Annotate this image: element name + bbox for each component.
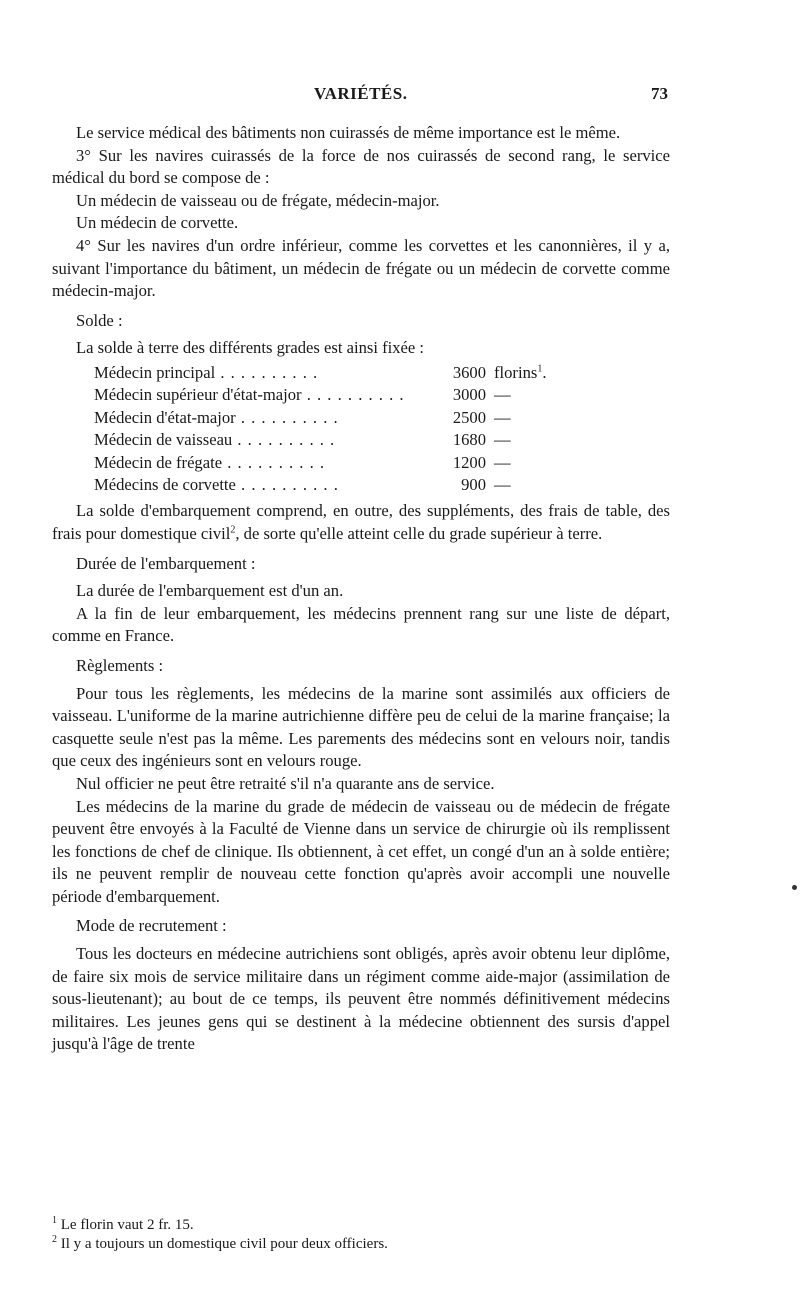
pay-grade: Médecin supérieur d'état-major [94, 385, 302, 405]
footnote [52, 1215, 670, 1235]
pay-grade: Médecin de frégate [94, 452, 223, 472]
section-heading-recrutement: Mode de recrutement : [76, 916, 227, 936]
footnote-ref: 2 [230, 524, 236, 536]
book-page [52, 0, 670, 1312]
pay-grade: Médecins de corvette [94, 474, 236, 494]
paragraph: Les médecins de la marine du grade de médecin de vaisseau ou de médecin de frégate peuvent être envoyés à la Faculté de Vienne dans un service de chirurgie où ils remplissent les fonctions de chef de clinique. Ils obtiennent, à cet effet, un congé d'un an à solde entière; ils ne peuvent remplir de nouveau cette fonction qu'après avoir accompli une nouvelle période d'embarquement. [52, 796, 670, 906]
paragraph: Pour tous les règlements, les médecins de la marine sont assimilés aux officiers de vaisseau. L'uniforme de la marine autrichienne diffère peu de celui de la marine française; la casquette seule n'est pas la même. Les parements des médecins sont en velours noir, tandis que ceux des ingénieurs sont en velours rouge. [52, 683, 670, 771]
running-title: VARIÉTÉS. [314, 84, 408, 103]
table-row: Médecin principal . . . 3600 florins$^1$. [94, 362, 574, 384]
pay-unit: — [494, 407, 511, 427]
paragraph: Le service médical des bâtiments non cuirassés de même importance est le même. [76, 123, 621, 142]
pay-unit: — [494, 474, 511, 494]
paragraph: La solde d'embarquement comprend, en outre, des suppléments, des frais de table, des frais pour domestique civil$^2$, de sorte qu'elle atteint celle du grade supérieur à terre. [52, 501, 670, 543]
footnote-number: 1 [52, 1215, 57, 1226]
paragraph: Un médecin de vaisseau ou de frégate, médecin-major. [76, 190, 440, 210]
section-heading-solde: Solde : [76, 310, 123, 330]
pay-amount: 1680 [452, 430, 486, 450]
paragraph: La durée de l'embarquement est d'un an. [76, 581, 344, 601]
pay-table [94, 362, 574, 496]
pay-unit: — [494, 452, 511, 472]
pay-amount: 2500 [452, 407, 486, 427]
paragraph: Un médecin de corvette. [76, 213, 239, 233]
paragraph: 4° Sur les navires d'un ordre inférieur, comme les corvettes et les canonnières, il y a, suivant l'importance du bâtiment, un médecin de frégate ou un médecin de corvette comme médecin-major. [52, 235, 670, 301]
pay-grade: Médecin de vaisseau [94, 430, 233, 450]
paragraph: A la fin de leur embarquement, les médecins prennent rang sur une liste de départ, comme en France. [52, 603, 670, 646]
table-row [94, 474, 574, 496]
footnote-text: Le florin vaut 2 fr. 15. [60, 1217, 194, 1233]
footnote [52, 1234, 670, 1254]
footnote-ref: 1 [537, 363, 543, 375]
pay-unit: — [494, 385, 511, 405]
pay-unit: — [494, 430, 511, 450]
paragraph: 3° Sur les navires cuirassés de la force de nos cuirassés de second rang, le service médical du bord se compose de : [52, 145, 670, 188]
page-header [52, 84, 670, 106]
pay-grade: Médecin d'état-major [94, 407, 236, 427]
pay-amount: 900 [461, 474, 486, 494]
margin-speck [792, 885, 797, 890]
table-row [94, 452, 574, 474]
paragraph: Tous les docteurs en médecine autrichiens sont obligés, après avoir obtenu leur diplôme, de faire six mois de service militaire dans un régiment comme aide-major (assimilation de sous-lieutenant); au bout de ce temps, ils peuvent être nommés définitivement médecins militaires. Les jeunes gens qui se destinent à la médecine obtiennent des sursis d'appel jusqu'à l'âge de trente [52, 944, 670, 1054]
table-row [94, 407, 574, 429]
pay-grade: Médecin principal [94, 362, 216, 382]
footnote-text: Il y a toujours un domestique civil pour deux officiers. [60, 1236, 388, 1252]
pay-amount: 3000 [452, 385, 486, 405]
table-row [94, 384, 574, 406]
page-body [52, 122, 670, 1056]
pay-unit: florins [494, 362, 538, 382]
page-number: 73 [651, 84, 668, 103]
paragraph: La solde à terre des différents grades est ainsi fixée : [76, 338, 425, 358]
pay-amount: 3600 [452, 362, 486, 382]
footnote-number: 2 [52, 1234, 57, 1245]
section-heading-duree: Durée de l'embarquement : [76, 553, 256, 573]
table-row [94, 429, 574, 451]
paragraph: Nul officier ne peut être retraité s'il n'a quarante ans de service. [76, 773, 495, 793]
pay-amount: 1200 [452, 452, 486, 472]
section-heading-reglements: Règlements : [76, 655, 164, 675]
